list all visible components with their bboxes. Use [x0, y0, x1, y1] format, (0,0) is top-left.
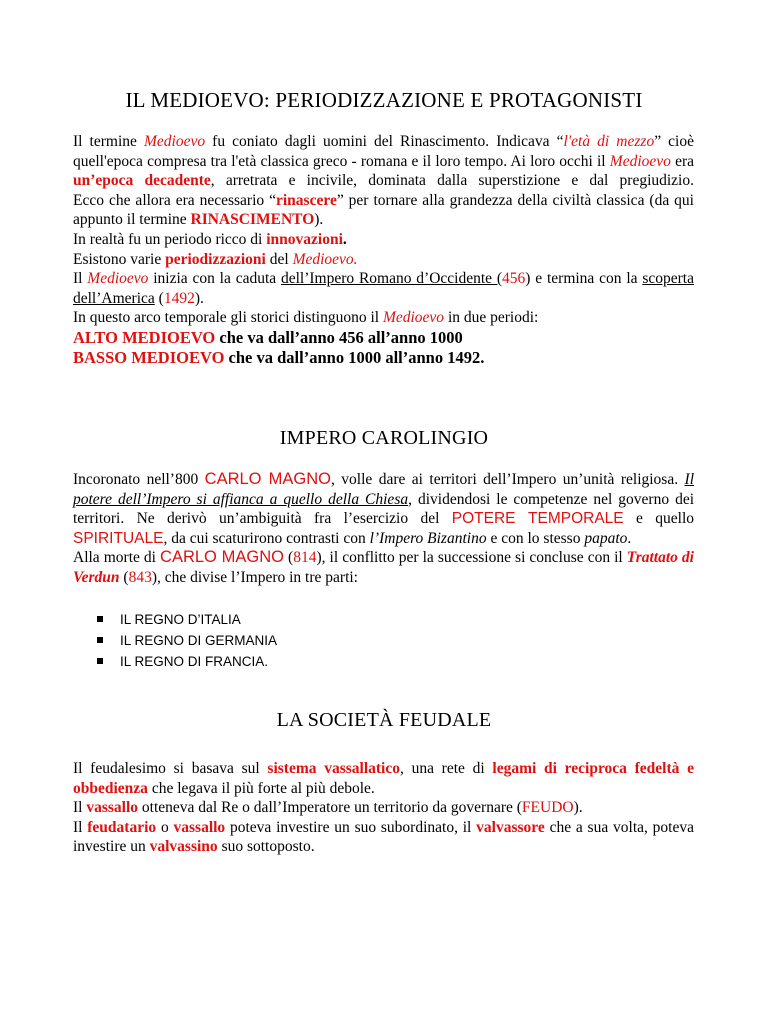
text: (: [119, 568, 129, 586]
term-spirituale: SPIRITUALE: [73, 529, 164, 547]
text: ) e termina con la: [525, 270, 643, 288]
text: che a sua volta, poteva investire un: [73, 818, 694, 856]
text: ” cioè quell'epoca compresa tra l'età classica greco - romana e il loro tempo. Ai loro occhi il: [73, 133, 694, 170]
paragraph-carlo-magno: [73, 470, 694, 548]
regni-list: [95, 609, 277, 672]
text: , una rete di: [399, 760, 493, 777]
text: o: [156, 818, 174, 836]
text: , da cui scaturirono contrasti con: [163, 529, 370, 547]
text: In questo arco temporale gli storici distinguono il: [73, 309, 383, 327]
term-eta-di-mezzo: l'età di mezzo: [563, 133, 655, 150]
text: Incoronato nell’800: [73, 471, 205, 488]
section-feudale-body: [73, 759, 694, 857]
text: Il: [73, 799, 87, 817]
term-feudo: FEUDO: [521, 799, 574, 817]
term-valvassore: valvassore: [476, 818, 545, 836]
term-potere-temporale: POTERE TEMPORALE: [451, 510, 624, 528]
term-valvassino: valvassino: [149, 838, 218, 856]
text: e con lo stesso: [486, 529, 585, 547]
term-epoca-decadente: un’epoca decadente: [73, 172, 211, 190]
paragraph-definizione: [73, 132, 694, 191]
text: in due periodi:: [444, 309, 539, 327]
year-843: 843: [128, 568, 152, 586]
text: ).: [573, 799, 583, 817]
term-medioevo: Medioevo.: [292, 250, 358, 268]
text: Ecco che allora era necessario “: [73, 191, 276, 209]
paragraph-sistema-vassallatico: [73, 759, 694, 798]
term-medioevo: Medioevo: [609, 152, 671, 170]
year-1492: 1492: [163, 289, 195, 307]
text: ).: [314, 211, 324, 229]
text: Alla morte di: [73, 549, 161, 567]
text: (: [283, 549, 294, 567]
term-innovazioni: innovazioni: [266, 230, 343, 248]
term-rinascere: rinascere: [276, 191, 337, 209]
text: Esistono varie: [73, 250, 166, 268]
page-title: IL MEDIOEVO: PERIODIZZAZIONE E PROTAGONISTI: [125, 88, 643, 112]
text: suo sottoposto.: [217, 838, 315, 856]
term-feudatario: feudatario: [87, 818, 157, 836]
paragraph-innovazioni: [73, 230, 694, 250]
text: che legava il più forte al più debole.: [147, 779, 375, 797]
term-impero-bizantino: l’Impero Bizantino: [369, 529, 487, 547]
list-item-text: IL REGNO DI GERMANIA: [120, 633, 278, 648]
text: ), il conflitto per la successione si concluse con il: [316, 549, 627, 567]
paragraph-alto-medioevo: [73, 328, 694, 348]
list-item: [95, 651, 277, 672]
text: Il: [73, 818, 88, 836]
term-medioevo: Medioevo: [87, 270, 149, 288]
term-vassallo: vassallo: [86, 799, 139, 817]
paragraph-vassallo: [73, 798, 694, 818]
section-title-societa-feudale: LA SOCIETÀ FEUDALE: [276, 709, 492, 731]
term-medioevo: Medioevo: [143, 133, 206, 150]
label-alto-medioevo: ALTO MEDIOEVO: [73, 327, 216, 347]
section-medioevo-body: [73, 132, 694, 367]
text: .: [627, 529, 632, 547]
text: .: [342, 230, 347, 248]
paragraph-due-periodi: [73, 308, 694, 328]
text: del: [265, 250, 293, 268]
text: In realtà fu un periodo ricco di: [73, 230, 267, 248]
paragraph-basso-medioevo: [73, 348, 694, 368]
paragraph-verdun: [73, 548, 694, 587]
text: otteneva dal Re o dall’Imperatore un territorio da governare (: [138, 799, 522, 817]
text: Il termine: [73, 133, 144, 150]
list-item-text: IL REGNO D’ITALIA: [120, 612, 241, 627]
text: Il feudalesimo si basava sul: [73, 760, 268, 777]
term-potere-impero: Il potere dell’Impero si affianca a quello della Chiesa: [73, 471, 694, 508]
bullet-icon: [97, 637, 103, 643]
bullet-icon: [97, 616, 103, 622]
term-legami-fedelta: legami di reciproca fedeltà e obbedienza: [73, 760, 694, 797]
text: , volle dare ai territori dell’Impero un’unità religiosa.: [330, 471, 685, 488]
text: e quello: [623, 510, 694, 528]
term-rinascimento: RINASCIMENTO: [190, 211, 315, 229]
text: era: [670, 152, 695, 170]
text: (: [154, 289, 164, 307]
text: ” per tornare alla grandezza della civiltà classica (da qui appunto il termine: [73, 191, 694, 229]
text: , dividendosi le competenze nel governo dei territori. Ne derivò un’ambiguità fra l’esercizio del: [73, 490, 695, 528]
term-impero-romano: dell’Impero Romano d’Occidente (: [280, 270, 503, 288]
list-item-text: IL REGNO DI FRANCIA.: [120, 654, 269, 669]
text: ).: [194, 289, 204, 307]
paragraph-rinascere: [73, 191, 694, 230]
term-papato: papato: [584, 529, 628, 547]
label-basso-medioevo: BASSO MEDIOEVO: [73, 347, 225, 367]
list-item: [95, 609, 277, 630]
text: Il: [73, 270, 88, 288]
section-carolingio-body: [73, 470, 694, 588]
paragraph-inizio-fine: [73, 269, 694, 308]
text: fu coniato dagli uomini del Rinascimento. Indicava “: [205, 133, 564, 150]
term-sistema-vassallatico: sistema vassallatico: [267, 760, 400, 777]
text: ), che divise l’Impero in tre parti:: [151, 568, 358, 586]
term-scoperta-america: scoperta dell’America: [73, 270, 694, 307]
term-periodizzazioni: periodizzazioni: [165, 250, 266, 268]
text: che va dall’anno 456 all’anno 1000: [215, 327, 463, 347]
term-carlo-magno: CARLO MAGNO: [204, 470, 331, 488]
section-title-impero-carolingio: IMPERO CAROLINGIO: [279, 427, 489, 449]
term-medioevo: Medioevo: [382, 309, 445, 327]
year-814: 814: [293, 549, 317, 567]
term-trattato-verdun: Trattato di Verdun: [73, 549, 694, 586]
paragraph-valvassore: [73, 818, 694, 857]
bullet-icon: [97, 658, 103, 664]
paragraph-periodizzazioni: [73, 250, 694, 270]
year-456: 456: [502, 270, 526, 288]
text: inizia con la caduta: [148, 270, 281, 288]
term-vassallo: vassallo: [173, 818, 226, 836]
text: , arretrata e incivile, dominata dalla superstizione e dal pregiudizio.: [210, 172, 694, 190]
text: che va dall’anno 1000 all’anno 1492.: [224, 347, 485, 367]
list-item: [95, 630, 277, 651]
term-carlo-magno: CARLO MAGNO: [160, 548, 284, 567]
text: poteva investire un suo subordinato, il: [225, 818, 477, 836]
